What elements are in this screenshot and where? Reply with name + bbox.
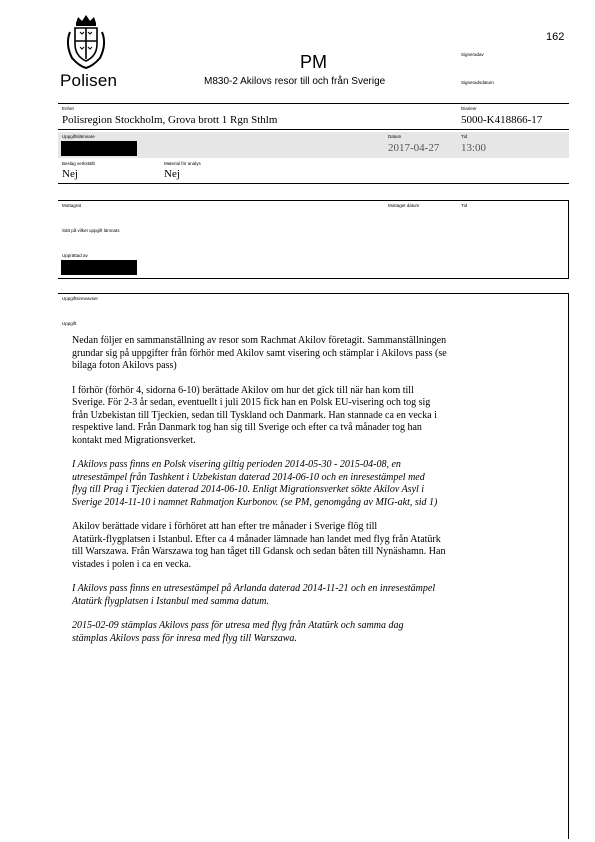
receiver-label: Mottagrat xyxy=(62,203,82,208)
text-line: Sverige. För 2-3 år sedan, eventuellt i juli 2015 fick han en Polsk EU-visering och tog sig xyxy=(72,397,431,408)
time-label: Tid xyxy=(461,134,468,139)
ruling-label: Beslag verkställt xyxy=(62,161,95,166)
divider xyxy=(58,103,569,104)
received-date-label: Mottaget datum xyxy=(388,203,420,208)
text-line: I förhör (förhör 4, sidorna 6-10) berättade Akilov om hur det gick till när han kom till xyxy=(72,384,414,396)
body-content xyxy=(72,335,532,645)
redaction-box xyxy=(61,260,137,275)
paragraph xyxy=(72,521,532,571)
paragraph xyxy=(72,459,532,509)
divider xyxy=(58,278,569,279)
paragraph xyxy=(72,335,532,373)
text-line: respektive land. Från Danmark tog han sig till Sverige och efter ca två månader tog han xyxy=(72,422,422,433)
text-line: Sverige 2014-11-10 i namnet Rahmatjon Kurbonov. (se PM, genomgång av MIG-akt, sid 1) xyxy=(72,496,438,508)
crest-icon xyxy=(60,14,112,70)
text-line: I Akilovs pass finns en Polsk visering giltig perioden 2014-05-30 - 2015-04-08, en xyxy=(72,459,401,470)
page-number: 162 xyxy=(546,31,565,43)
text-line: till Warszawa. Från Warszawa tog han tåget till Gdansk och sedan båten till Nynäshamn. Han xyxy=(72,546,446,557)
divider xyxy=(58,129,569,130)
text-line: I Akilovs pass finns en utresestämpel på Arlanda daterad 2014-11-21 och en inresestämpel xyxy=(72,583,436,594)
section-label: Uppgiftsinneavser xyxy=(62,296,99,301)
text-line: stämplas Akilovs pass för inresa med flyg till Warszawa. xyxy=(72,632,297,644)
divider xyxy=(568,293,569,839)
redaction-box xyxy=(61,141,137,156)
paragraph xyxy=(72,385,532,448)
author-label: Upprättad av xyxy=(62,253,88,258)
date-label: Datum xyxy=(388,134,402,139)
analysis-value: Nej xyxy=(164,168,180,180)
logo-text: Polisen xyxy=(60,71,118,90)
divider xyxy=(58,200,569,201)
text-line: utresestämpel från Tashkent i Uzbekistan daterad 2014-06-10 och en inresestämpel med xyxy=(72,471,425,483)
text-line: bilaga foton Akilovs pass) xyxy=(72,360,177,371)
divider xyxy=(58,293,569,294)
analysis-label: Material för analys xyxy=(164,161,201,166)
text-line: 2015-02-09 stämplas Akilovs pass för utresa med flyg från Atatürk och samma dag xyxy=(72,620,404,631)
time-value: 13:00 xyxy=(461,142,487,154)
text-line: Atatürk flygplatsen i Istanbul med samma datum. xyxy=(72,595,269,607)
unit-label: Enhet xyxy=(62,106,74,111)
text-line: grundar sig på uppgifter från förhör med Akilov samt visering och stämplar i Akilovs pass (se xyxy=(72,347,447,359)
text-line: vistades i polen i ca en vecka. xyxy=(72,558,192,570)
police-crest-logo xyxy=(60,14,112,70)
paragraph xyxy=(72,583,532,608)
text-line: Nedan följer en sammanställning av resor som Rachmat Akilov företagit. Sammanställningen xyxy=(72,335,447,346)
method-label: Sätt på vilket uppgift lämnats xyxy=(62,228,120,233)
ruling-value: Nej xyxy=(62,168,78,180)
signature-label: Signeradav xyxy=(461,52,484,57)
informant-label: Uppgiftslämnare xyxy=(62,134,95,139)
text-line: Atatürk-flygplatsen i Istanbul. Efter ca 4 månader lämnade han landet med flyg från Atatürk xyxy=(72,533,441,545)
divider xyxy=(58,183,569,184)
unit-value: Polisregion Stockholm, Grova brott 1 Rgn Sthlm xyxy=(62,114,278,126)
received-time-label: Tid xyxy=(461,203,468,208)
divider xyxy=(568,200,569,278)
text-line: flyg till Prag i Tjeckien daterad 2014-06-10. Enligt Migrationsverket sökte Akilov Asyl i xyxy=(72,484,425,495)
date-value: 2017-04-27 xyxy=(388,142,440,154)
doc-title: M830-2 Akilovs resor till och från Sverige xyxy=(204,76,386,87)
dnr-value: 5000-K418866-17 xyxy=(461,114,543,126)
text-line: kontakt med Migrationsverket. xyxy=(72,434,196,446)
doc-type-title: PM xyxy=(300,52,327,72)
text-line: från Uzbekistan till Tjeckien, sedan till Tyskland och Danmark. Han stannade ca en vecka i xyxy=(72,409,437,421)
text-line: Akilov berättade vidare i förhöret att han efter tre månader i Sverige flög till xyxy=(72,521,378,532)
dnr-label: Diarienr xyxy=(461,106,477,111)
paragraph xyxy=(72,620,532,645)
info-label: Uppgift xyxy=(62,321,77,326)
signature-date-label: Signeradsdatum xyxy=(461,80,494,85)
